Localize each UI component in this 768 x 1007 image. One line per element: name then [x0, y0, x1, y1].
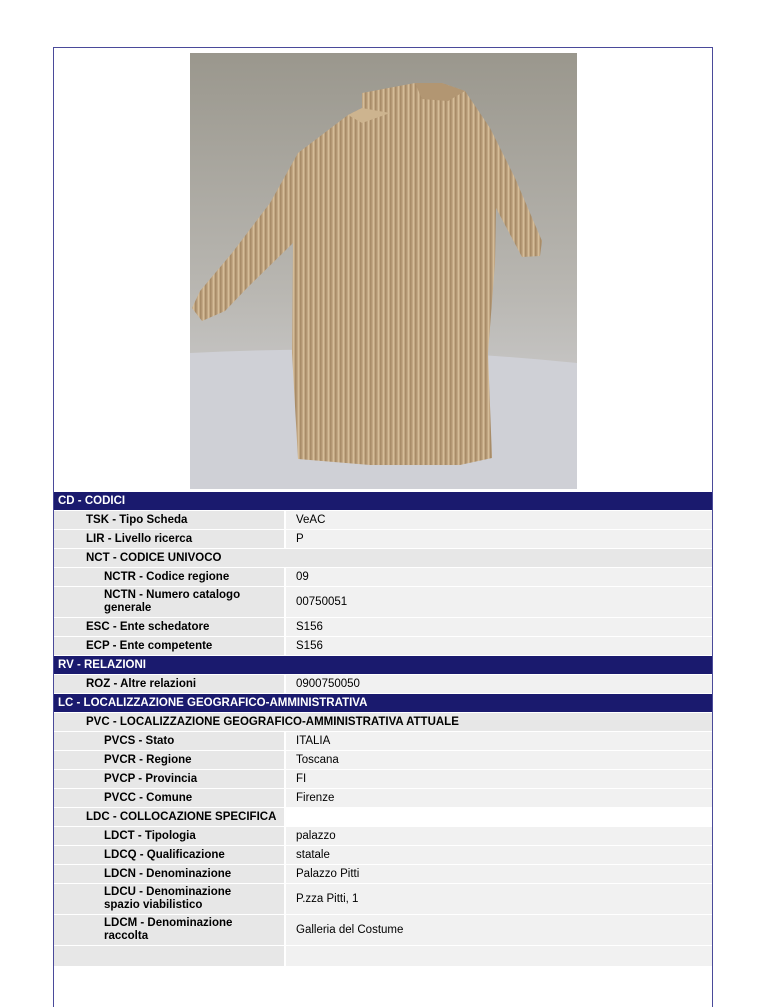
row-pvcp — [54, 770, 712, 788]
nct-heading: NCT - CODICE UNIVOCO — [54, 549, 712, 567]
partial-value — [286, 946, 712, 966]
row-pvcs — [54, 732, 712, 750]
ldcu-value: P.zza Pitti, 1 — [286, 884, 712, 914]
ldct-value: palazzo — [286, 827, 712, 845]
pvcp-value: FI — [286, 770, 712, 788]
row-partial — [54, 946, 712, 966]
partial-label — [54, 946, 284, 966]
ldcq-value: statale — [286, 846, 712, 864]
ecp-value: S156 — [286, 637, 712, 655]
tsk-label: TSK - Tipo Scheda — [54, 511, 284, 529]
nctn-value: 00750051 — [286, 587, 712, 617]
ldcm-label: LDCM - Denominazione raccolta — [54, 915, 284, 945]
lir-label: LIR - Livello ricerca — [54, 530, 284, 548]
pvcc-value: Firenze — [286, 789, 712, 807]
nctr-label: NCTR - Codice regione — [54, 568, 284, 586]
esc-value: S156 — [286, 618, 712, 636]
roz-label: ROZ - Altre relazioni — [54, 675, 284, 693]
garment-photo — [190, 53, 577, 489]
pvcs-label: PVCS - Stato — [54, 732, 284, 750]
section-lc: LC - LOCALIZZAZIONE GEOGRAFICO-AMMINISTRATIVA — [54, 694, 712, 712]
pvcc-label: PVCC - Comune — [54, 789, 284, 807]
lir-value: P — [286, 530, 712, 548]
nctr-value: 09 — [286, 568, 712, 586]
ecp-label: ECP - Ente competente — [54, 637, 284, 655]
tsk-value: VeAC — [286, 511, 712, 529]
row-lir — [54, 530, 712, 548]
row-ldcq — [54, 846, 712, 864]
row-pvcc — [54, 789, 712, 807]
ldcn-label: LDCN - Denominazione — [54, 865, 284, 883]
row-nctr — [54, 568, 712, 586]
ldct-label: LDCT - Tipologia — [54, 827, 284, 845]
row-tsk — [54, 511, 712, 529]
row-ecp — [54, 637, 712, 655]
ldcm-value: Galleria del Costume — [286, 915, 712, 945]
row-nctn — [54, 587, 712, 617]
row-ldcm — [54, 915, 712, 945]
catalog-table — [54, 492, 712, 967]
section-rv: RV - RELAZIONI — [54, 656, 712, 674]
section-cd: CD - CODICI — [54, 492, 712, 510]
row-ldct — [54, 827, 712, 845]
row-ldcu — [54, 884, 712, 914]
ldcu-label: LDCU - Denominazione spazio viabilistico — [54, 884, 284, 914]
pvc-heading: PVC - LOCALIZZAZIONE GEOGRAFICO-AMMINISTRATIVA ATTUALE — [54, 713, 712, 731]
row-ldcn — [54, 865, 712, 883]
row-roz — [54, 675, 712, 693]
esc-label: ESC - Ente schedatore — [54, 618, 284, 636]
pvcr-value: Toscana — [286, 751, 712, 769]
nctn-label: NCTN - Numero catalogo generale — [54, 587, 284, 617]
ldcn-value: Palazzo Pitti — [286, 865, 712, 883]
pvcs-value: ITALIA — [286, 732, 712, 750]
ldc-heading: LDC - COLLOCAZIONE SPECIFICA — [54, 808, 284, 826]
pvcr-label: PVCR - Regione — [54, 751, 284, 769]
ldcq-label: LDCQ - Qualificazione — [54, 846, 284, 864]
row-pvcr — [54, 751, 712, 769]
roz-value: 0900750050 — [286, 675, 712, 693]
pvcp-label: PVCP - Provincia — [54, 770, 284, 788]
row-esc — [54, 618, 712, 636]
